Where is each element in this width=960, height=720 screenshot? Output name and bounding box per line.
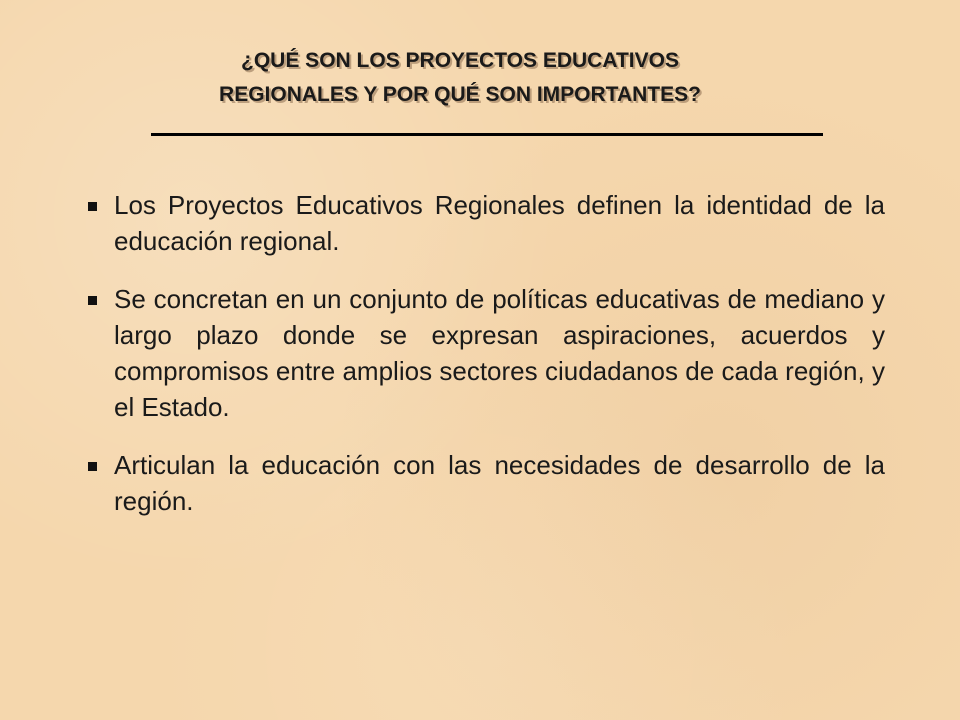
slide-title-line-1: ¿QUÉ SON LOS PROYECTOS EDUCATIVOS — [241, 49, 679, 72]
title-divider — [151, 133, 823, 136]
square-bullet-icon — [88, 462, 97, 471]
slide-title-line-2: REGIONALES Y POR QUÉ SON IMPORTANTES? — [219, 83, 701, 106]
bullet-item — [80, 281, 885, 425]
bullet-item — [80, 447, 885, 519]
bullet-text: Los Proyectos Educativos Regionales definen la identidad de la educación regional. — [114, 190, 885, 256]
slide-title — [120, 44, 800, 112]
bullet-text: Articulan la educación con las necesidades de desarrollo de la región. — [114, 450, 885, 516]
square-bullet-icon — [88, 202, 97, 211]
square-bullet-icon — [88, 296, 97, 305]
bullet-list — [80, 187, 885, 541]
bullet-item — [80, 187, 885, 259]
bullet-text: Se concretan en un conjunto de políticas educativas de mediano y largo plazo donde se expresan aspiraciones, acuerdos y compromisos entre amplios sectores ciudadanos de cada región, y el Estado. — [114, 284, 885, 422]
